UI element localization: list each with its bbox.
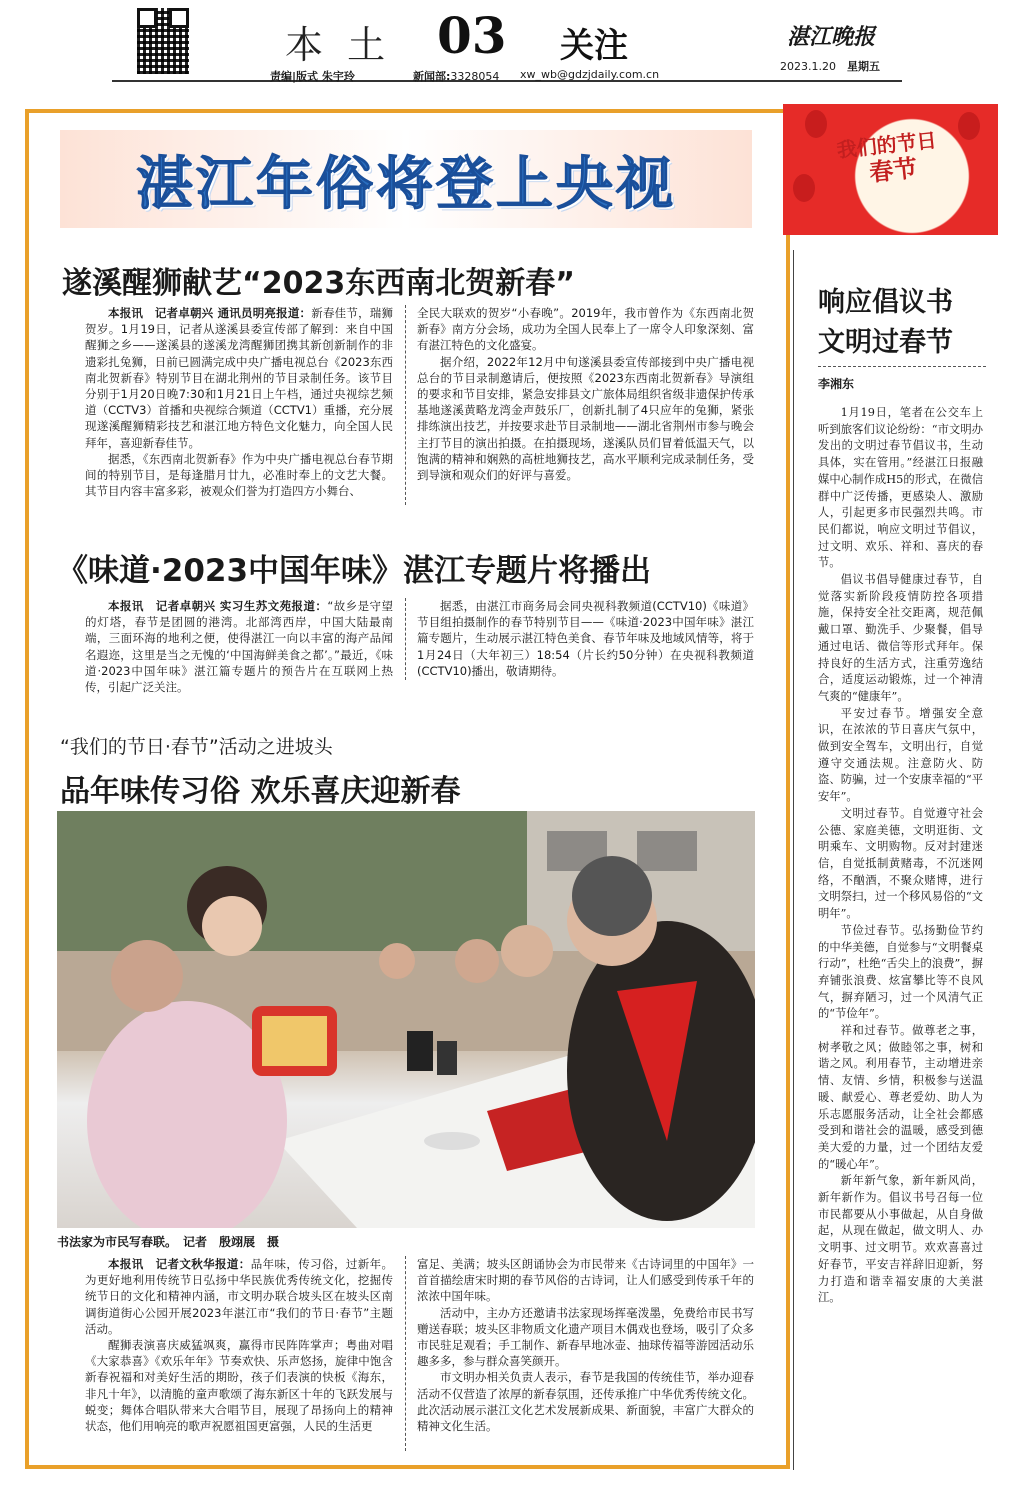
article1-headline: 遂溪醒狮献艺“2023东西南北贺新春”	[62, 266, 575, 301]
issue-date: 2023.1.20 星期五	[780, 60, 880, 73]
article3-column-2: 富足、美满；坡头区朗诵协会为市民带来《古诗词里的中国年》一首首描绘唐宋时期的春节风俗的古诗词，让人们感受到传承千年的浓浓中国年味。 活动中，主办方还邀请书法家现场挥毫泼墨，免费给市民书写赠送春联；坡头区非物质文化遗产项目木偶戏也登场，吸引了众多市民驻足观看；手工制作、新春早地冰壶、抽球传福等游园活动乐趣多多，参与群众喜笑颜开。 市文明办相关负责人表示，春节是我国的传统佳节，举办迎春活动不仅营造了浓厚的新春氛围，还传承推广中华优秀传统文化。此次活动展示湛江文化艺术发展新成果、新面貌，丰富广大群众的精神文化生活。	[417, 1257, 754, 1434]
promo-text: 我们的节日 春节	[835, 127, 938, 187]
masthead-rule	[112, 80, 902, 82]
paper-name: 湛江晚报	[787, 24, 876, 50]
lantern-icon	[958, 112, 980, 140]
article2-headline: 《味道·2023中国年味》湛江专题片将播出	[57, 553, 652, 589]
photo-caption: 书法家为市民写春联。 记者 殷翊展 摄	[57, 1235, 280, 1249]
article2-column-1: 本报讯 记者卓朝兴 实习生苏文苑报道：“故乡是守望的灯塔，春节是团圆的港湾。北部湾西岸，中国大陆最南端，三面环海的地利之便，使得湛江一向以丰富的海产品闻名遐迩，这里是当之无愧的‘中国海鲜美食之都’。”最近，《味道·2023中国年味》湛江篇专题片的预告片在互联网上热传，引起广泛关注。	[85, 599, 393, 695]
lantern-icon	[793, 174, 815, 202]
article1-column-2: 全民大联欢的贺岁“小春晚”。2019年，我市曾作为《东西南北贺新春》南方分会场，成功为全国人民奉上了一席令人印象深刻、富有湛江特色的文化盛宴。 据介绍，2022年12月中旬遂溪县委宣传部接到中央广播电视总台的节目录制邀请后，便按照《2023东西南北贺新春》导演组的要求和节目安排，紧急安排县文广旅体局组织省级非遗保护传承基地遂溪黄略龙湾金声鼓乐厂，创新扎制了4只应年的兔狮，紧张排练演出技艺，并按要求赴节目录制地——湖北省荆州市参与晚会主打节目的演出拍摄。在拍摄现场，遂溪队员们冒着低温天气，以饱满的精神和娴熟的高桩地狮技艺，高水平顺利完成录制任务，受到导演和观众们的好评与喜爱。	[417, 306, 754, 483]
section-name: 本 土	[285, 23, 392, 67]
newsroom-email: xw_wb@gdzjdaily.com.cn	[520, 68, 660, 81]
sidebar-title-rule	[818, 366, 986, 367]
sidebar-title: 响应倡议书 文明过春节	[818, 287, 953, 358]
lantern-icon	[805, 110, 827, 138]
qr-code	[137, 8, 189, 74]
article3-column-1: 本报讯 记者文秋华报道：品年味，传习俗，过新年。为更好地利用传统节日弘扬中华民族优秀传统文化，挖掘传统节日的文化和精神内涵，市文明办联合坡头区在坡头区南调街道街心公园开展2023年湛江市“我们的节日·春节”主题活动。 醒狮表演喜庆威猛飒爽，赢得市民阵阵掌声；粤曲对唱《大家恭喜》《欢乐年年》节奏欢快、乐声悠扬，旋律中饱含新春祝福和对美好生活的期盼，孩子们表演的快板《海东，非凡十年》，以清脆的童声歌颂了海东新区十年的飞跃发展与蜕变；舞体合唱队带来大合唱节目，展现了昂扬向上的精神状态，他们用响亮的歌声祝愿祖国更富强，人民的生活更	[85, 1257, 394, 1434]
sidebar-divider	[793, 250, 794, 1470]
article1-column-1: 本报讯 记者卓朝兴 通讯员明亮报道：新春佳节，瑞狮贺岁。1月19日，记者从遂溪县委宣传部了解到：来自中国醒狮之乡——遂溪县的遂溪龙湾醒狮团携其新创新制作的非遗彩扎兔狮，日前已圆满完成中央广播电视总台《2023东西南北贺新春》特别节目在湖北荆州的节目录制任务。该节目分别于1月20日晚7:30和1月21日上午档，通过央视综艺频道（CCTV3）首播和央视综合频道（CCTV1）重播，充分展现遂溪醒狮精彩技艺和湛江地方特色文化魅力，向全国人民拜年，喜迎新春佳节。 据悉，《东西南北贺新春》作为中央广播电视总台春节期间的特别节目，是每逢腊月廿九，必准时奉上的文艺大餐。其节目内容丰富多彩，被观众们誉为打造四方小舞台、	[85, 306, 393, 499]
festival-promo	[783, 104, 998, 235]
column-name: 关注	[560, 26, 628, 66]
article3-headline: 品年味传习俗 欢乐喜庆迎新春	[60, 774, 461, 809]
column-divider	[405, 305, 406, 505]
sidebar-body: 1月19日，笔者在公交车上听到旅客们议论纷纷：“市文明办发出的文明过春节倡议书，生动具体，实在管用。”经湛江日报融媒中心制作成H5的形式，在微信群中广泛传播，更感染人、激励人，引起更多市民强烈共鸣。市民们都说，响应文明过节倡议，过文明、欢乐、祥和、喜庆的春节。 倡议书倡导健康过春节，自觉落实新阶段疫情防控各项措施，保持安全社交距离，规范佩戴口罩、勤洗手、少聚餐，倡导通过电话、微信等形式拜年。保持良好的生活方式，注重劳逸结合，适度运动锻炼，过一个神清气爽的“健康年”。 平安过春节。增强安全意识，在浓浓的节日喜庆气氛中，做到安全驾车，文明出行，自觉遵守交通法规。注意防火、防盗、防骗，过一个安康幸福的“平安年”。 文明过春节。自觉遵守社会公德、家庭美德，文明逛街、文明乘车、文明购物。反对封建迷信，自觉抵制黄赌毒，不沉迷网络，不酗酒，不聚众赌博，进行文明祭扫，过一个移风易俗的“文明年”。 节俭过春节。弘扬勤俭节约的中华美德，自觉参与“文明餐桌行动”，杜绝“舌尖上的浪费”，摒弃铺张浪费、炫富攀比等不良风气，摒弃陋习，过一个风清气正的“节俭年”。 祥和过春节。做尊老之事，树孝敬之风；做睦邻之事，树和谐之风。利用春节，主动增进亲情、友情、乡情，积极参与送温暖、献爱心、尊老爱幼、助人为乐志愿服务活动，让全社会都感受到和谐社会的温暖，感受到德美大爱的力量，过一个团结友爱的“暖心年”。 新年新气象，新年新风尚，新年新作为。倡议书号召每一位市民都要从小事做起，从自身做起，从现在做起，做文明人、办文明事、过文明节。欢欢喜喜过好春节，平安吉祥辞旧迎新，努力打造和谐幸福安康的大美湛江。	[818, 406, 983, 1305]
photo-illustration	[57, 811, 755, 1228]
newsroom-contact: 新闻部:3328054	[413, 70, 500, 83]
page-number: 03	[437, 6, 507, 65]
feature-banner	[60, 130, 752, 228]
column-divider	[405, 598, 406, 680]
sidebar-author: 李湘东	[818, 377, 855, 391]
column-divider	[405, 1256, 406, 1451]
article2-column-2: 据悉，由湛江市商务局会同央视科教频道(CCTV10)《味道》节目组拍摄制作的春节特别节目——《味道·2023中国年味》湛江篇专题片，生动展示湛江特色美食、春节年味及地域风情等，将于1月24日（大年初三）18:54（片长约50分钟）在央视科教频道(CCTV10)播出，敬请期待。	[417, 599, 754, 678]
editor-credit: 责编|版式 朱宇玲	[270, 70, 355, 83]
banner-title: 湛江年俗将登上央视	[136, 151, 676, 217]
calligraphy-photo	[57, 811, 755, 1228]
article3-kicker: “我们的节日·春节”活动之进坡头	[60, 736, 333, 758]
